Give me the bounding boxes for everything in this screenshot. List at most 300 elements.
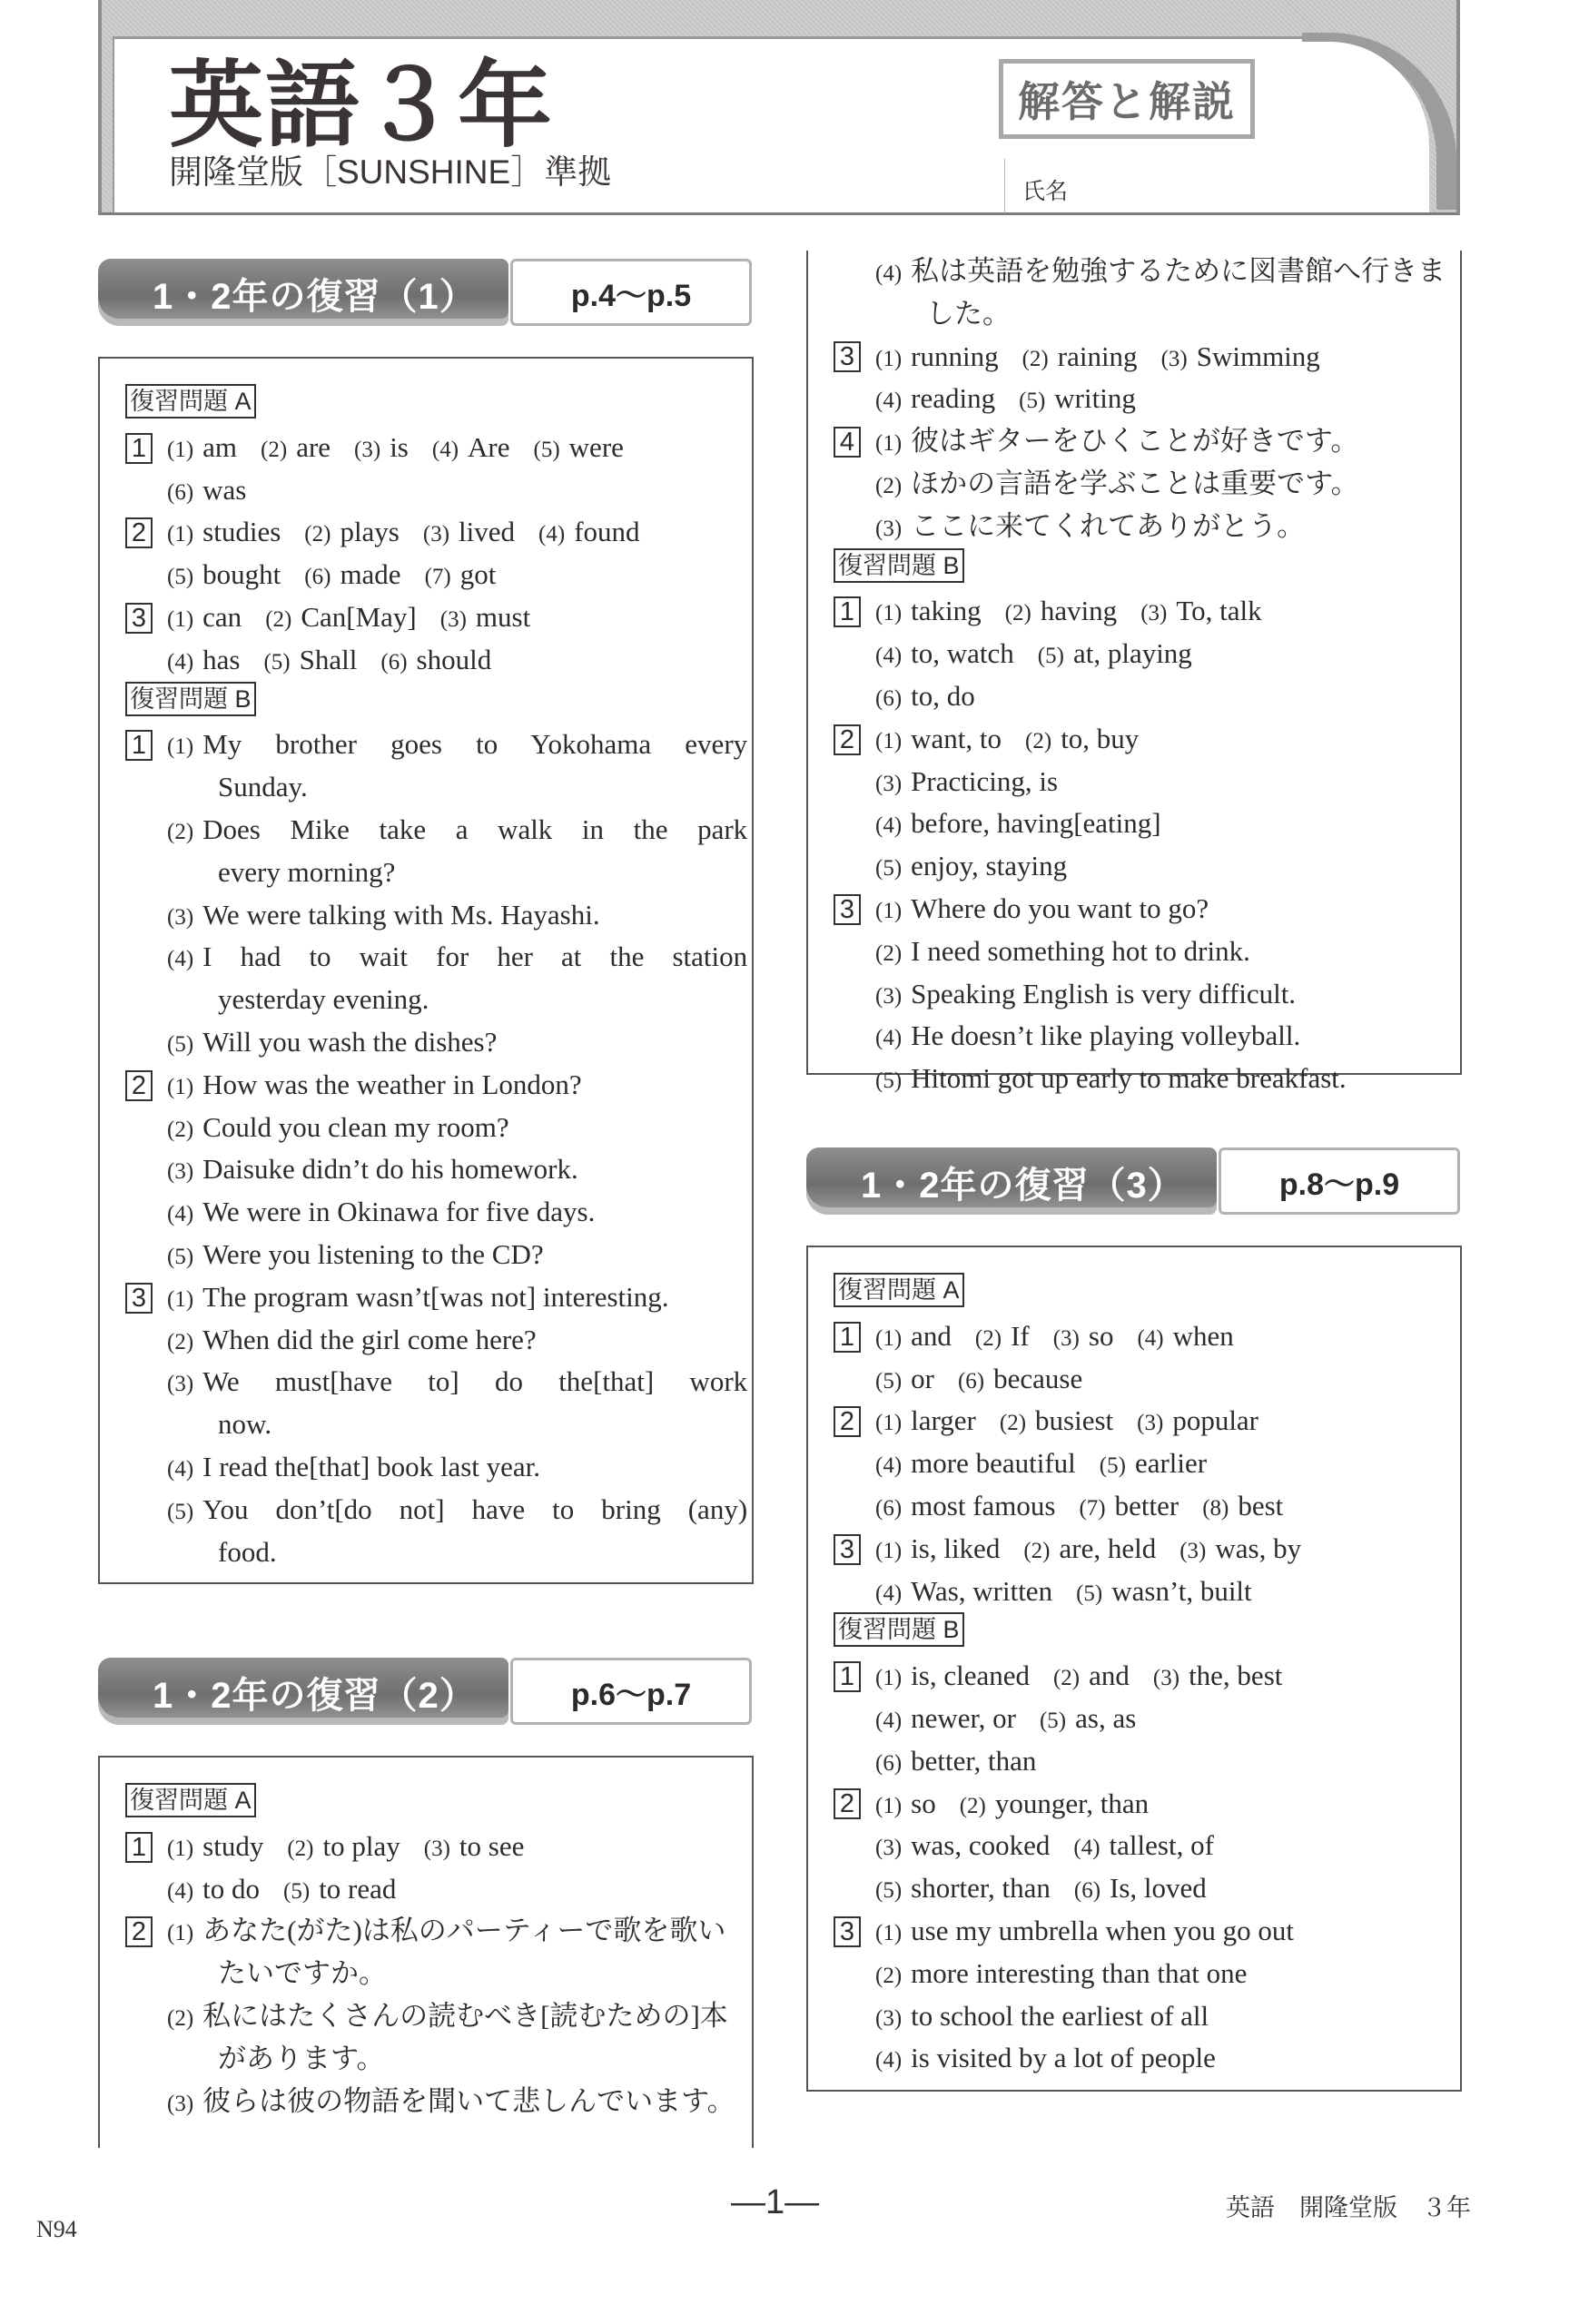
page-subtitle: 開隆堂版［SUNSHINE］準拠: [169, 153, 612, 191]
question-number-badge: 3: [834, 1534, 861, 1565]
question-number-badge: 1: [125, 730, 153, 761]
item-number: (3): [354, 437, 381, 462]
answer-row: [125, 1234, 728, 1276]
answer-text: study: [202, 1829, 264, 1862]
answer-row: [834, 931, 1436, 973]
answer-row: [834, 1655, 1436, 1698]
item-number: (2): [261, 437, 288, 462]
answer-box-section-1: [98, 357, 754, 1584]
answer-row: [834, 761, 1436, 803]
answer-text: Hitomi got up early to make breakfast.: [911, 1062, 1347, 1095]
item-number: (1): [167, 734, 194, 760]
item-number: (4): [875, 1026, 903, 1051]
answer-row: [834, 718, 1436, 761]
answer-text: Speaking English is very difficult.: [911, 977, 1297, 1009]
answer-text: was: [202, 473, 247, 506]
item-number: (4): [875, 1708, 903, 1733]
item-number: (1): [167, 1836, 194, 1861]
question-number-badge: 3: [834, 341, 861, 372]
answer-row: [125, 1995, 728, 2038]
answer-text: We must[have to] do the[that] work: [202, 1365, 748, 1398]
answer-row: [125, 1191, 728, 1234]
answer-text: at, playing: [1072, 637, 1192, 670]
item-number: (2): [999, 1411, 1027, 1436]
item-number: (4): [167, 1878, 194, 1904]
section-tab: [806, 1147, 1217, 1215]
answer-row: [125, 1446, 728, 1489]
item-number: (4): [875, 1453, 903, 1479]
answer-text: most famous: [911, 1489, 1056, 1521]
item-number: (4): [431, 437, 459, 462]
answer-row: [125, 979, 728, 1021]
answer-text: to, buy: [1061, 722, 1140, 754]
item-number: (1): [875, 1325, 903, 1351]
answer-row: [834, 1400, 1436, 1443]
answer-text: tallest, of: [1109, 1829, 1214, 1862]
section-header-1: [98, 259, 752, 326]
item-number: (2): [1025, 728, 1052, 753]
item-number: (2): [875, 473, 903, 498]
section-header-2: [98, 1658, 752, 1725]
item-number: (6): [875, 685, 903, 711]
answer-row: [834, 378, 1436, 420]
answer-row: [125, 1531, 728, 1574]
question-number-badge: 1: [125, 433, 153, 464]
item-number: (1): [875, 1411, 903, 1436]
item-number: (1): [875, 728, 903, 753]
item-number: (3): [875, 516, 903, 541]
item-number: (5): [1037, 644, 1064, 669]
answer-text: to play: [322, 1829, 400, 1862]
section-tab: [98, 259, 508, 326]
answer-row: [834, 1825, 1436, 1867]
subsection-label: 復習問題 B: [125, 682, 256, 716]
answer-text: Shall: [299, 643, 358, 675]
question-number-badge: 2: [834, 1788, 861, 1819]
answer-row: [125, 1953, 728, 1995]
answer-text: is, cleaned: [911, 1659, 1030, 1692]
item-number: (6): [380, 649, 408, 675]
answer-text: enjoy, staying: [911, 850, 1068, 882]
answer-row: [834, 336, 1436, 379]
subsection-heading-row: [834, 548, 1436, 591]
answer-row: [834, 463, 1436, 506]
answer-text: Were you listening to the CD?: [202, 1237, 544, 1270]
question-number-badge: 3: [834, 894, 861, 925]
item-number: (2): [1052, 1666, 1081, 1691]
item-number: (5): [875, 856, 903, 881]
answer-text: better: [1114, 1489, 1179, 1521]
question-number-badge: 2: [125, 1070, 153, 1101]
answer-text: bought: [202, 558, 281, 591]
item-number: (5): [167, 1031, 194, 1057]
item-number: (1): [167, 522, 194, 547]
question-number-badge: 2: [834, 724, 861, 755]
answer-text: were: [568, 430, 624, 463]
subsection-heading-row: [125, 1783, 728, 1826]
answer-row: [125, 936, 748, 979]
item-number: (3): [1140, 601, 1168, 626]
item-number: (4): [875, 2048, 903, 2073]
answer-text: Was, written: [911, 1574, 1053, 1607]
item-number: (3): [1152, 1666, 1180, 1691]
answer-text: busiest: [1035, 1404, 1114, 1437]
answer-text: food.: [218, 1535, 277, 1568]
answer-row: [125, 2081, 735, 2123]
answer-row: [834, 1995, 1436, 2038]
answer-text: You don’t[do not] have to bring (any): [202, 1492, 748, 1525]
answer-row: [125, 511, 728, 554]
item-number: (4): [875, 813, 903, 839]
answer-row: [125, 554, 728, 596]
answer-row: [834, 888, 1436, 931]
answer-row: [125, 596, 728, 639]
answer-row: [834, 1698, 1436, 1740]
item-number: (6): [957, 1368, 985, 1393]
answer-text: To, talk: [1176, 595, 1262, 627]
answer-text: earlier: [1134, 1447, 1208, 1480]
answer-text: should: [416, 643, 492, 675]
item-number: (1): [167, 1074, 194, 1099]
item-number: (2): [875, 1963, 903, 1988]
section-pages: p.6〜p.7: [510, 1658, 752, 1725]
item-number: (3): [167, 1372, 194, 1397]
item-number: (4): [167, 1202, 194, 1227]
answer-text: to school the earliest of all: [911, 1999, 1209, 2032]
question-number-badge: 1: [834, 1661, 861, 1692]
answer-row: [125, 1403, 728, 1446]
answer-text: and: [911, 1319, 952, 1352]
answer-text: best: [1238, 1489, 1284, 1521]
item-number: (4): [1137, 1325, 1164, 1351]
answer-text: found: [574, 516, 640, 548]
name-divider: [1004, 159, 1005, 213]
answer-text: I need something hot to drink.: [911, 934, 1250, 967]
banner-corner-decoration: [1302, 33, 1456, 210]
item-number: (3): [1137, 1411, 1164, 1436]
section-tab: [98, 1658, 508, 1725]
item-number: (5): [875, 1068, 903, 1094]
answer-row: [125, 2038, 728, 2081]
subsection-heading-row: [125, 682, 728, 724]
section-header-3: [806, 1147, 1460, 1215]
subsection-label: 復習問題 B: [834, 1612, 964, 1647]
answer-text: is: [390, 430, 409, 463]
answer-row: [125, 1276, 728, 1319]
item-number: (4): [875, 389, 903, 414]
page-banner: [98, 0, 1460, 215]
answer-row: [834, 1528, 1436, 1571]
answer-text: If: [1011, 1319, 1030, 1352]
answer-text: 彼はギターをひくことが好きです。: [911, 425, 1359, 458]
answer-row: [125, 639, 728, 682]
answer-text: He doesn’t like playing volleyball.: [911, 1019, 1301, 1052]
item-number: (5): [167, 1499, 194, 1524]
answer-text: wasn’t, built: [1111, 1574, 1252, 1607]
item-number: (3): [423, 1836, 450, 1861]
answer-text: lived: [459, 516, 516, 548]
item-number: (3): [167, 2091, 194, 2116]
answer-text: My brother goes to Yokohama every: [202, 728, 748, 761]
item-number: (5): [875, 1878, 903, 1904]
answer-text: got: [459, 558, 497, 591]
answer-text: 私にはたくさんの読むべき[読むための]本: [202, 1999, 728, 2032]
answer-text: newer, or: [911, 1701, 1016, 1734]
item-number: (8): [1202, 1495, 1229, 1521]
answer-text: たいですか。: [218, 1957, 387, 1990]
answer-text: How was the weather in London?: [202, 1068, 582, 1100]
answer-row: [125, 1107, 728, 1149]
answer-text: is, liked: [911, 1531, 1001, 1564]
answer-row: [125, 427, 728, 469]
answer-row: [834, 2037, 1436, 2080]
answer-text: When did the girl come here?: [202, 1323, 537, 1355]
question-number-badge: 4: [834, 427, 861, 458]
answer-text: Daisuke didn’t do his homework.: [202, 1153, 578, 1186]
answer-row: [125, 809, 748, 852]
answer-text: We were in Okinawa for five days.: [202, 1196, 596, 1228]
answer-box-section-2-part2: [806, 251, 1462, 1095]
item-number: (1): [167, 1286, 194, 1312]
item-number: (3): [167, 1159, 194, 1185]
answer-row: [125, 894, 728, 937]
answer-text: shorter, than: [911, 1872, 1051, 1905]
item-number: (5): [1019, 389, 1046, 414]
subsection-label: 復習問題 A: [125, 384, 256, 419]
answer-text: is visited by a lot of people: [911, 2042, 1216, 2074]
answer-row: [834, 293, 1436, 336]
answer-text: having: [1040, 595, 1118, 627]
answer-row: [125, 1021, 728, 1064]
answer-row: [834, 1015, 1436, 1058]
item-number: (2): [287, 1836, 314, 1861]
answer-row: [125, 1319, 728, 1362]
item-number: (1): [875, 898, 903, 923]
answer-text: was, cooked: [911, 1829, 1051, 1862]
answer-text: when: [1172, 1319, 1234, 1352]
subsection-heading-row: [834, 1612, 1436, 1655]
item-number: (6): [304, 565, 331, 590]
item-number: (4): [167, 947, 194, 972]
answer-text: した。: [926, 297, 1011, 330]
item-number: (4): [167, 649, 194, 675]
answer-row: [125, 1868, 728, 1911]
item-number: (3): [439, 606, 467, 632]
question-number-badge: 1: [834, 1322, 861, 1353]
subsection-heading-row: [834, 1273, 1436, 1315]
answer-row: [834, 1783, 1436, 1826]
item-number: (2): [167, 1117, 194, 1142]
answer-text: or: [911, 1362, 934, 1394]
item-number: (4): [875, 1581, 903, 1606]
answer-text: to do: [202, 1872, 261, 1905]
answer-text: Does Mike take a walk in the park: [202, 812, 748, 845]
answer-row: [834, 973, 1436, 1016]
answer-row: [125, 1361, 748, 1403]
item-number: (4): [167, 1456, 194, 1482]
answer-text: and: [1089, 1659, 1130, 1692]
item-number: (2): [875, 940, 903, 966]
answer-row: [834, 1058, 1436, 1100]
subsection-label: 復習問題 A: [125, 1783, 256, 1817]
answer-row: [834, 803, 1436, 845]
item-number: (2): [304, 522, 331, 547]
answer-text: so: [1088, 1319, 1114, 1352]
item-number: (5): [167, 1244, 194, 1269]
answer-text: Will you wash the dishes?: [202, 1025, 498, 1058]
answer-text: I read the[that] book last year.: [202, 1450, 541, 1482]
question-number-badge: 3: [125, 603, 153, 634]
page-title: 英語３年: [169, 54, 555, 159]
answer-row: [834, 251, 1446, 293]
item-number: (3): [1160, 346, 1188, 371]
item-number: (6): [875, 1750, 903, 1776]
item-number: (4): [875, 644, 903, 669]
answer-row: [834, 1867, 1436, 1910]
subsection-label: 復習問題 B: [834, 548, 964, 583]
answer-text: has: [202, 643, 241, 675]
answer-row: [125, 1826, 728, 1868]
item-number: (3): [875, 771, 903, 796]
answer-text: to, do: [911, 679, 975, 712]
answer-text: more beautiful: [911, 1447, 1076, 1480]
item-number: (6): [875, 1495, 903, 1521]
item-number: (6): [1073, 1878, 1101, 1904]
item-number: (2): [265, 606, 292, 632]
item-number: (1): [875, 1920, 903, 1945]
answer-row: [834, 845, 1436, 888]
item-number: (5): [1099, 1453, 1126, 1479]
item-number: (7): [424, 565, 451, 590]
answer-text: to see: [459, 1829, 525, 1862]
answer-text: use my umbrella when you go out: [911, 1914, 1295, 1946]
item-number: (4): [875, 261, 903, 286]
answer-text: taking: [911, 595, 982, 627]
question-number-badge: 3: [125, 1283, 153, 1314]
answer-text: popular: [1172, 1404, 1259, 1437]
answer-text: to read: [319, 1872, 397, 1905]
answer-row: [834, 675, 1436, 718]
answer-text: are: [296, 430, 331, 463]
answer-text: The program wasn’t[was not] interesting.: [202, 1280, 669, 1313]
page-number: —1—: [731, 2183, 820, 2221]
item-number: (2): [974, 1325, 1002, 1351]
item-number: (3): [875, 1836, 903, 1861]
answer-text: Could you clean my room?: [202, 1110, 509, 1143]
answer-text: can: [202, 600, 242, 633]
item-number: (1): [167, 606, 194, 632]
answer-row: [125, 852, 728, 894]
item-number: (5): [1076, 1581, 1103, 1606]
answer-text: I had to wait for her at the station: [202, 940, 748, 973]
subsection-heading-row: [125, 384, 728, 427]
question-number-badge: 1: [834, 596, 861, 627]
item-number: (2): [167, 1329, 194, 1354]
answer-row: [125, 1489, 748, 1531]
question-number-badge: 2: [834, 1406, 861, 1437]
answer-text: があります。: [218, 2042, 385, 2074]
item-number: (3): [422, 522, 450, 547]
answer-text: Sunday.: [218, 771, 308, 803]
answer-text: larger: [911, 1404, 976, 1437]
answer-text: before, having[eating]: [911, 807, 1161, 840]
item-number: (4): [1073, 1836, 1100, 1861]
answer-row: [125, 469, 728, 512]
section-pages: p.4〜p.5: [510, 259, 752, 326]
item-number: (3): [1179, 1538, 1207, 1563]
item-number: (2): [1004, 601, 1031, 626]
section-title: 1・2年の復習（1）: [153, 277, 477, 317]
item-number: (1): [875, 431, 903, 457]
answer-text: younger, than: [994, 1787, 1150, 1819]
item-number: (1): [875, 1666, 903, 1691]
item-number: (1): [875, 1793, 903, 1818]
answer-text: to, watch: [911, 637, 1014, 670]
answer-row: [834, 1358, 1436, 1401]
answer-row: [834, 1485, 1436, 1528]
answer-text: must: [475, 600, 531, 633]
answer-text: あなた(がた)は私のパーティーで歌を歌い: [202, 1915, 726, 1947]
answer-text: so: [911, 1787, 936, 1819]
answer-text: as, as: [1075, 1701, 1137, 1734]
answer-text: yesterday evening.: [218, 983, 429, 1016]
answer-row: [834, 1571, 1436, 1613]
question-number-badge: 3: [834, 1916, 861, 1947]
answer-text: Swimming: [1196, 340, 1320, 372]
answer-text: ほかの言語を学ぶことは重要です。: [911, 467, 1359, 499]
item-number: (6): [167, 479, 194, 505]
item-number: (5): [533, 437, 560, 462]
question-number-badge: 1: [125, 1832, 153, 1863]
answer-label-box: 解答と解説: [999, 59, 1255, 139]
item-number: (2): [167, 819, 194, 844]
answer-row: [125, 766, 728, 809]
answer-row: [834, 1910, 1436, 1953]
answer-text: am: [202, 430, 238, 463]
item-number: (3): [875, 983, 903, 1009]
answer-row: [125, 1148, 728, 1191]
item-number: (7): [1079, 1495, 1106, 1521]
item-number: (5): [1039, 1708, 1067, 1733]
answer-row: [834, 420, 1436, 463]
item-number: (1): [167, 1921, 194, 1946]
answer-text: 私は英語を勉強するために図書館へ行きま: [911, 255, 1446, 287]
answer-text: studies: [202, 516, 281, 548]
item-number: (2): [1021, 346, 1049, 371]
answer-row: [834, 633, 1436, 675]
item-number: (3): [167, 904, 194, 930]
name-field-label: 氏名: [1022, 179, 1069, 204]
subsection-label: 復習問題 A: [834, 1273, 964, 1307]
answer-row: [834, 1953, 1436, 1995]
answer-text: because: [993, 1362, 1083, 1394]
item-number: (1): [875, 346, 903, 371]
item-number: (1): [875, 1538, 903, 1563]
item-number: (5): [167, 565, 194, 590]
answer-text: Are: [468, 430, 510, 463]
answer-text: more interesting than that one: [911, 1956, 1248, 1989]
item-number: (3): [1052, 1325, 1080, 1351]
answer-box-section-3: [806, 1246, 1462, 2092]
answer-text: are, held: [1059, 1531, 1157, 1564]
banner-panel: [113, 36, 1429, 212]
section-title: 1・2年の復習（3）: [861, 1166, 1185, 1206]
answer-box-section-2-part1: [98, 1756, 754, 2148]
print-code: N94: [36, 2216, 77, 2242]
answer-text: reading: [911, 382, 996, 415]
book-label: 英語 開隆堂版 ３年: [1226, 2194, 1471, 2221]
answer-text: Where do you want to go?: [911, 891, 1209, 924]
